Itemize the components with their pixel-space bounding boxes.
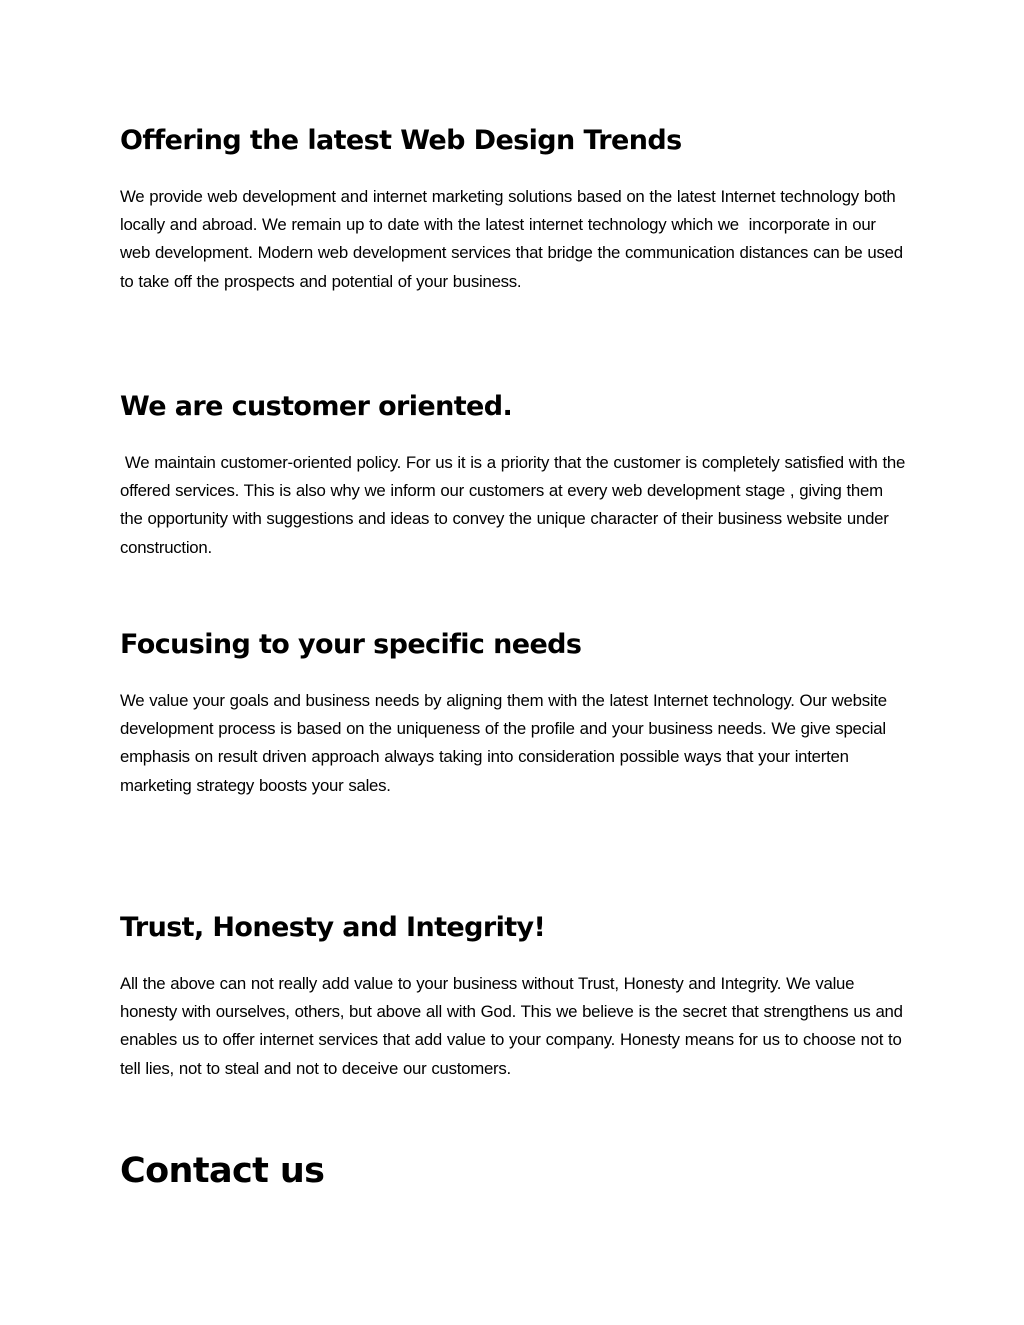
section-body: We provide web development and internet marketing solutions based on the latest Internet technology both locally and abroad. We remain up to date with the latest internet technology which we incorporate in our web development. Modern web development services that bridge the communication distances can be used to take off the prospects and potential of your business. bbox=[120, 187, 908, 291]
contact-heading: Contact us bbox=[120, 1151, 325, 1191]
section-heading: Offering the latest Web Design Trends bbox=[120, 125, 682, 156]
section-body: We value your goals and business needs by aligning them with the latest Internet technology. Our website development process is based on the uniqueness of the profile and your business needs. We give special emphasis on result driven approach always taking into consideration possible ways that your interten marketing strategy boosts your sales. bbox=[120, 691, 892, 795]
section-body: We maintain customer-oriented policy. For us it is a priority that the customer is completely satisfied with the offered services. This is also why we inform our customers at every web development stage , giving them the opportunity with suggestions and ideas to convey the unique character of their business website under construction. bbox=[120, 453, 910, 557]
section-heading: We are customer oriented. bbox=[120, 391, 513, 422]
section-web-design-trends bbox=[120, 124, 910, 291]
section-specific-needs bbox=[120, 628, 910, 795]
section-customer-oriented bbox=[120, 390, 910, 557]
section-body: All the above can not really add value to your business without Trust, Honesty and Integrity. We value honesty with ourselves, others, but above all with God. This we believe is the secret that strengthens us and enables us to offer internet services that add value to your company. Honesty means for us to choose not to tell lies, not to steal and not to deceive our customers. bbox=[120, 974, 908, 1078]
section-contact bbox=[120, 1149, 910, 1193]
section-heading: Focusing to your specific needs bbox=[120, 629, 582, 660]
section-trust-honesty-integrity bbox=[120, 911, 910, 1078]
section-heading: Trust, Honesty and Integrity! bbox=[120, 912, 546, 943]
